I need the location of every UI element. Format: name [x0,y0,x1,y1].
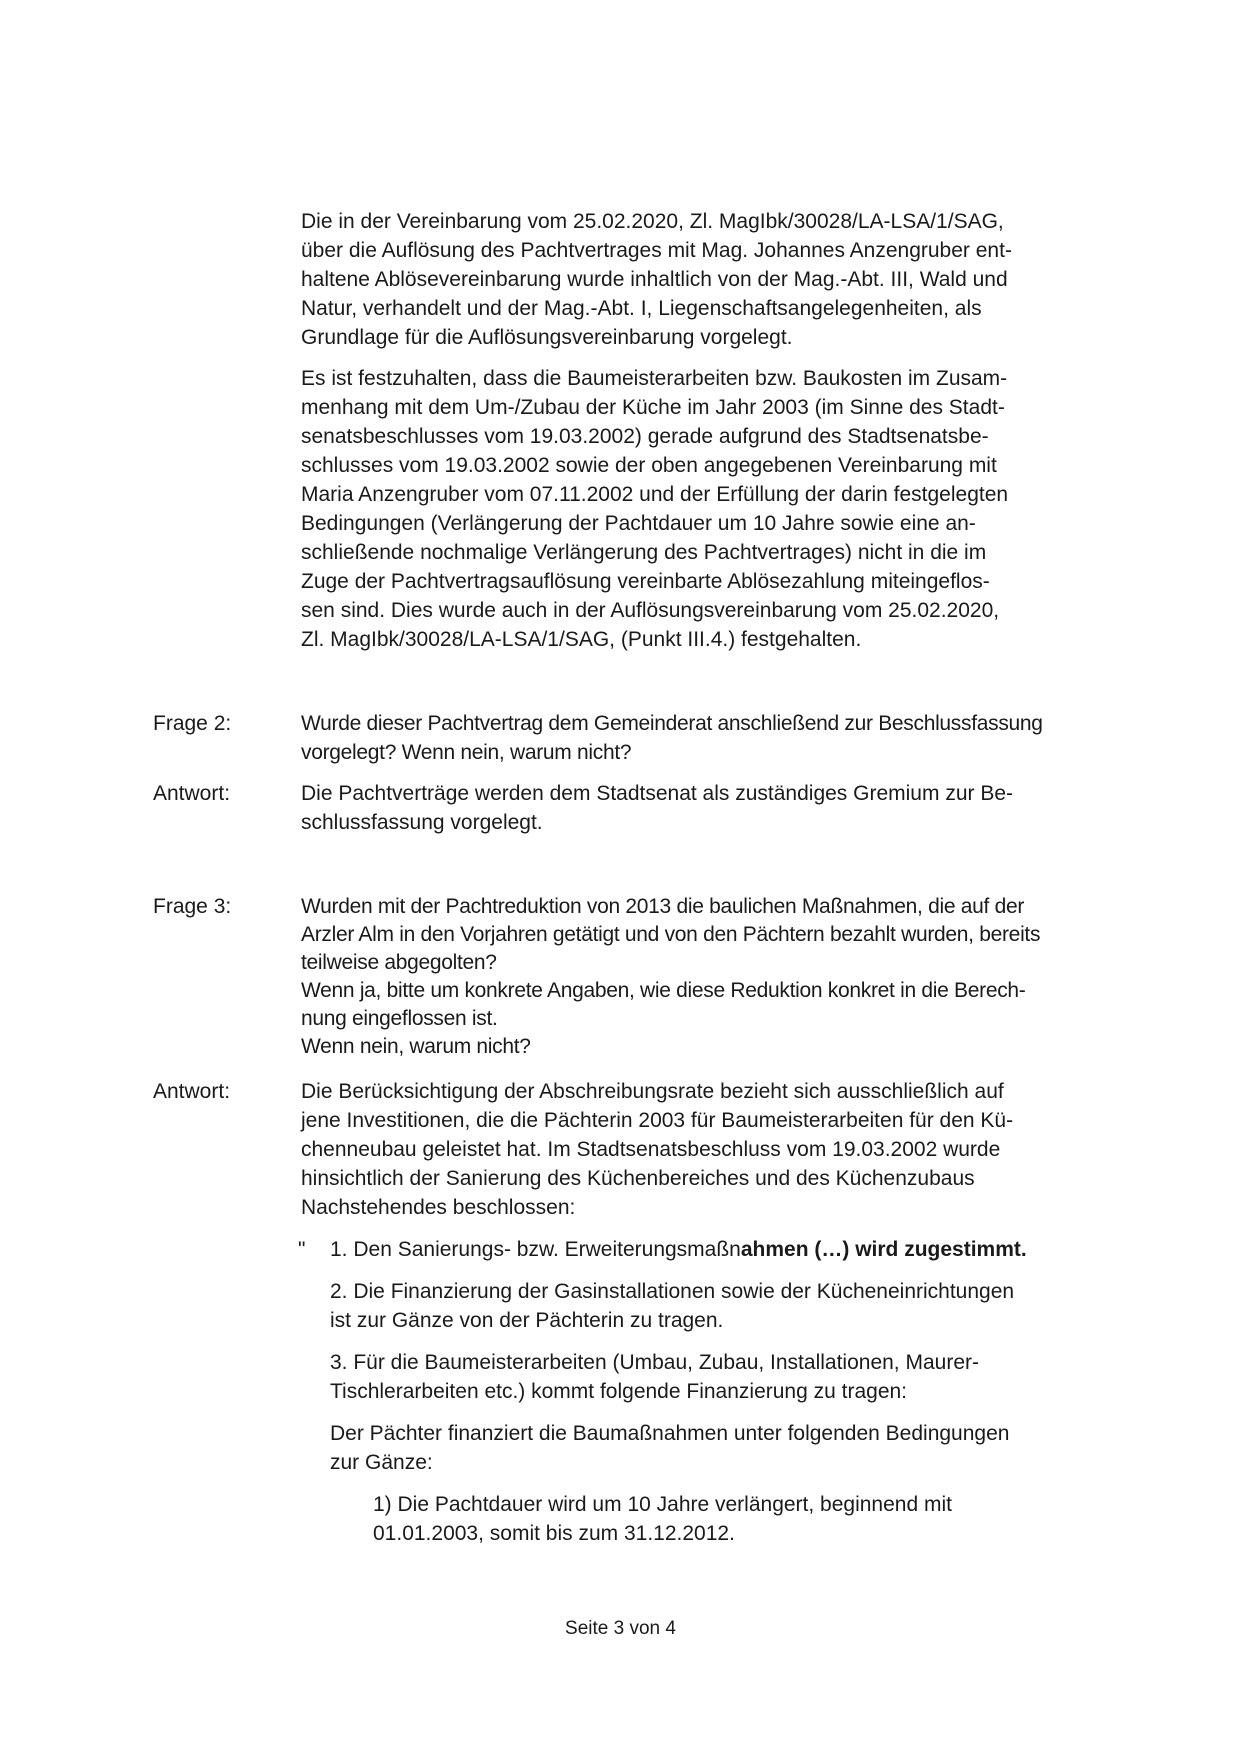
resolution-item-2-line: 2. Die Finanzierung der Gasinstallationen sowie der Kücheneinrichtungen [330,1280,1015,1303]
resolution-item-3-sub-line: Der Pächter finanziert die Baumaßnahmen unter folgenden Bedingungen [330,1422,1010,1445]
question-text-line: nung eingeflossen ist. [301,1007,498,1030]
text-line: Es ist festzuhalten, dass die Baumeisterarbeiten bzw. Baukosten im Zusam- [301,367,1008,390]
text-line: Die in der Vereinbarung vom 25.02.2020, Zl. MagIbk/30028/LA-LSA/1/SAG, [301,210,1004,233]
answer-label: Antwort: [153,1080,231,1103]
question-text-line: Wenn ja, bitte um konkrete Angaben, wie diese Reduktion konkret in die Berech- [301,979,1026,1002]
question-text-line: Arzler Alm in den Vorjahren getätigt und von den Pächtern bezahlt wurden, bereits [301,923,1041,946]
question-label: Frage 3: [153,895,232,918]
text-line: Zl. MagIbk/30028/LA-LSA/1/SAG, (Punkt III.4.) festgehalten. [301,628,862,651]
text-line: senatsbeschlusses vom 19.03.2002) gerade aufgrund des Stadtsenatsbe- [301,425,989,448]
resolution-item-2-line: ist zur Gänze von der Pächterin zu tragen. [330,1309,724,1332]
question-text-line: Wurden mit der Pachtreduktion von 2013 die baulichen Maßnahmen, die auf der [301,895,1025,918]
condition-1-line: 01.01.2003, somit bis zum 31.12.2012. [373,1522,735,1545]
text-line: Bedingungen (Verlängerung der Pachtdauer um 10 Jahre sowie eine an- [301,512,976,535]
page-number: Seite 3 von 4 [565,1618,676,1639]
text-line: schlusses vom 19.03.2002 sowie der oben angegebenen Vereinbarung mit [301,454,997,477]
question-text-line: vorgelegt? Wenn nein, warum nicht? [301,741,632,764]
text-line: schließende nochmalige Verlängerung des Pachtvertrages) nicht in die im [301,541,987,564]
resolution-item-3-line: Tischlerarbeiten etc.) kommt folgende Finanzierung zu tragen: [330,1380,908,1403]
text-line: über die Auflösung des Pachtvertrages mit Mag. Johannes Anzengruber ent- [301,239,1012,262]
question-text-line: teilweise abgegolten? [301,951,497,974]
resolution-item-1 [330,1235,1027,1264]
question-text-line: Wenn nein, warum nicht? [301,1035,531,1058]
resolution-item-3-line: 3. Für die Baumeisterarbeiten (Umbau, Zubau, Installationen, Maurer- [330,1351,979,1374]
text-line: Grundlage für die Auflösungsvereinbarung vorgelegt. [301,326,793,349]
question-text-line: Wurde dieser Pachtvertrag dem Gemeinderat anschließend zur Beschlussfassung [301,712,1043,735]
text-line: sen sind. Dies wurde auch in der Auflösungsvereinbarung vom 25.02.2020, [301,599,1000,622]
answer-text-line: chenneubau geleistet hat. Im Stadtsenatsbeschluss vom 19.03.2002 wurde [301,1138,1001,1161]
text-line: menhang mit dem Um-/Zubau der Küche im Jahr 2003 (im Sinne des Stadt- [301,396,1005,419]
text-line: haltene Ablösevereinbarung wurde inhaltlich von der Mag.-Abt. III, Wald und [301,268,1008,291]
question-label: Frage 2: [153,712,232,735]
answer-text-line: jene Investitionen, die die Pächterin 2003 für Baumeisterarbeiten für den Kü- [301,1109,1014,1132]
answer-text-line: Die Pachtverträge werden dem Stadtsenat als zuständiges Gremium zur Be- [301,782,1014,805]
text-line: Maria Anzengruber vom 07.11.2002 und der Erfüllung der darin festgelegten [301,483,1009,506]
quote-mark: " [298,1238,306,1261]
text-line: Zuge der Pachtvertragsauflösung vereinbarte Ablösezahlung miteingeflos- [301,570,990,593]
answer-text-line: hinsichtlich der Sanierung des Küchenbereiches und des Küchenzubaus [301,1167,975,1190]
text-line: Natur, verhandelt und der Mag.-Abt. I, Liegenschaftsangelegenheiten, als [301,297,982,320]
answer-label: Antwort: [153,782,231,805]
condition-1-line: 1) Die Pachtdauer wird um 10 Jahre verlängert, beginnend mit [373,1493,952,1516]
resolution-item-3-sub-line: zur Gänze: [330,1451,433,1474]
resolution-item-1-bold: ahmen (…) wird zugestimmt. [740,1238,1027,1261]
resolution-item-1-text: 1. Den Sanierungs- bzw. Erweiterungsmaßn [330,1238,741,1261]
answer-text-line: Die Berücksichtigung der Abschreibungsrate bezieht sich ausschließlich auf [301,1080,1004,1103]
answer-text-line: schlussfassung vorgelegt. [301,811,543,834]
answer-text-line: Nachstehendes beschlossen: [301,1196,576,1219]
